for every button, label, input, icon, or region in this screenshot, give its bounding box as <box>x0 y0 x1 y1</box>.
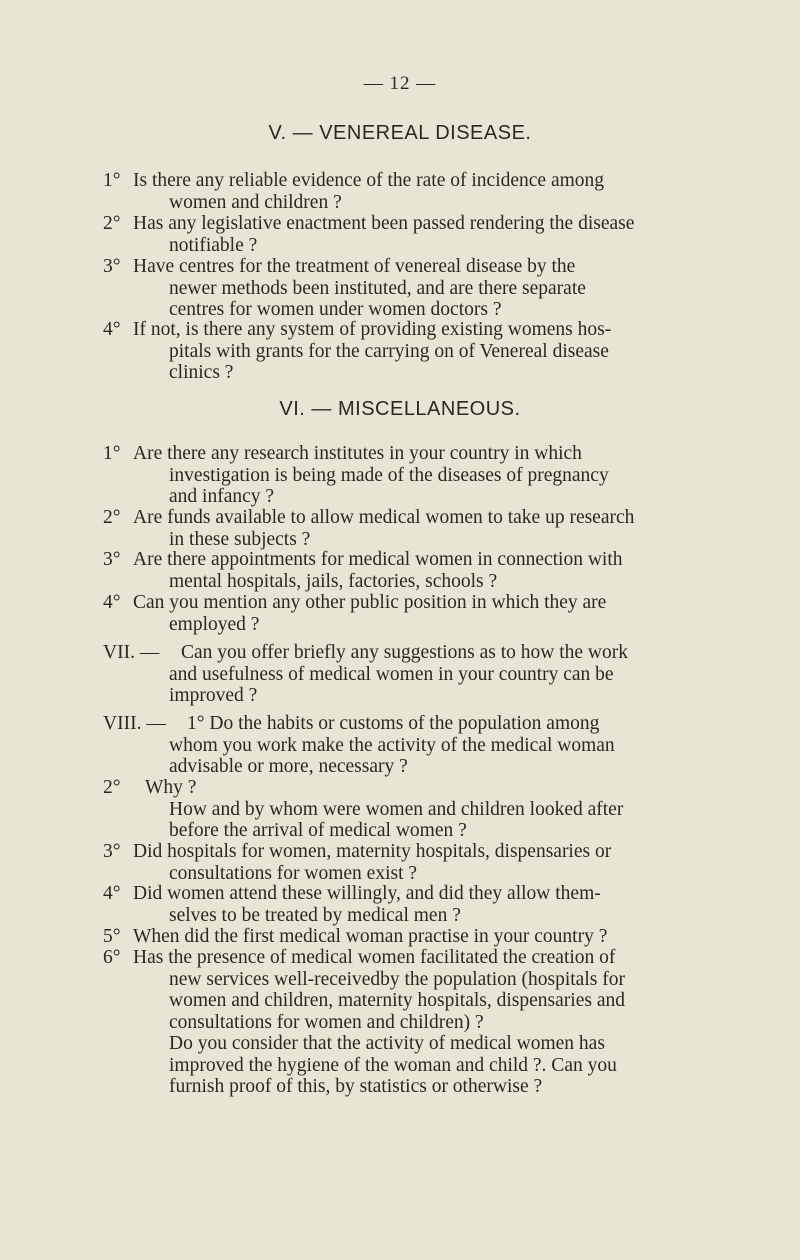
question-number: 2° <box>103 213 121 234</box>
question-text: Has the presence of medical women facilitated the creation of new services well-receivedby the population (hospitals for women and children, maternity hospitals, dispensaries and consultations for women and children) ? Do you consider that the activity of medical women has improved the hygiene of the woman and child ?. Can you furnish proof of this, by statistics or otherwise ? <box>133 947 625 1097</box>
question-number: 1° <box>103 170 121 191</box>
question-number: 3° <box>103 549 121 570</box>
question-number: 4° <box>103 319 121 340</box>
question-number: 2° <box>103 777 121 798</box>
question-text: Is there any reliable evidence of the rate of incidence among women and children ? <box>133 170 605 213</box>
question-text: Are there appointments for medical women in connection with mental hospitals, jails, factories, schools ? <box>133 549 623 592</box>
section-vii-heading: VII. — <box>103 642 160 663</box>
section-title-venereal-disease: V. — VENEREAL DISEASE. <box>268 122 532 144</box>
question-number: 4° <box>103 592 121 613</box>
question-text: Has any legislative enactment been passed rendering the disease notifiable ? <box>133 213 635 256</box>
question-number: 5° <box>103 926 121 947</box>
question-text: Are funds available to allow medical women to take up research in these subjects ? <box>133 507 635 550</box>
question-number: 1° <box>103 443 121 464</box>
question-number: 6° <box>103 947 121 968</box>
question-number: 4° <box>103 883 121 904</box>
question-number: 2° <box>103 507 121 528</box>
page-number: — 12 — <box>363 73 437 94</box>
question-text: Are there any research institutes in your country in which investigation is being made of the diseases of pregnancy and infancy ? <box>133 443 609 507</box>
question-number: 3° <box>103 256 121 277</box>
section-viii-text: 1° Do the habits or customs of the population among whom you work make the activity of the medical woman advisable or more, necessary ? <box>169 713 615 777</box>
question-text: Did hospitals for women, maternity hospitals, dispensaries or consultations for women exist ? <box>133 841 612 884</box>
question-text: Can you mention any other public position in which they are employed ? <box>133 592 607 635</box>
question-number: 3° <box>103 841 121 862</box>
question-text: If not, is there any system of providing existing womens hos- pitals with grants for the carrying on of Venereal disease clinics ? <box>133 319 612 383</box>
section-vii-text: Can you offer briefly any suggestions as to how the work and usefulness of medical women in your country can be improved ? <box>169 642 628 706</box>
question-text: When did the first medical woman practise in your country ? <box>133 926 608 947</box>
section-title-miscellaneous: VI. — MISCELLANEOUS. <box>279 398 521 420</box>
question-text: Did women attend these willingly, and did they allow them- selves to be treated by medical men ? <box>133 883 601 926</box>
section-viii-heading: VIII. — <box>103 713 166 734</box>
question-text: Have centres for the treatment of venereal disease by the newer methods been instituted, and are there separate centres for women under women doctors ? <box>133 256 586 320</box>
question-text: Why ? How and by whom were women and children looked after before the arrival of medical women ? <box>145 777 624 841</box>
